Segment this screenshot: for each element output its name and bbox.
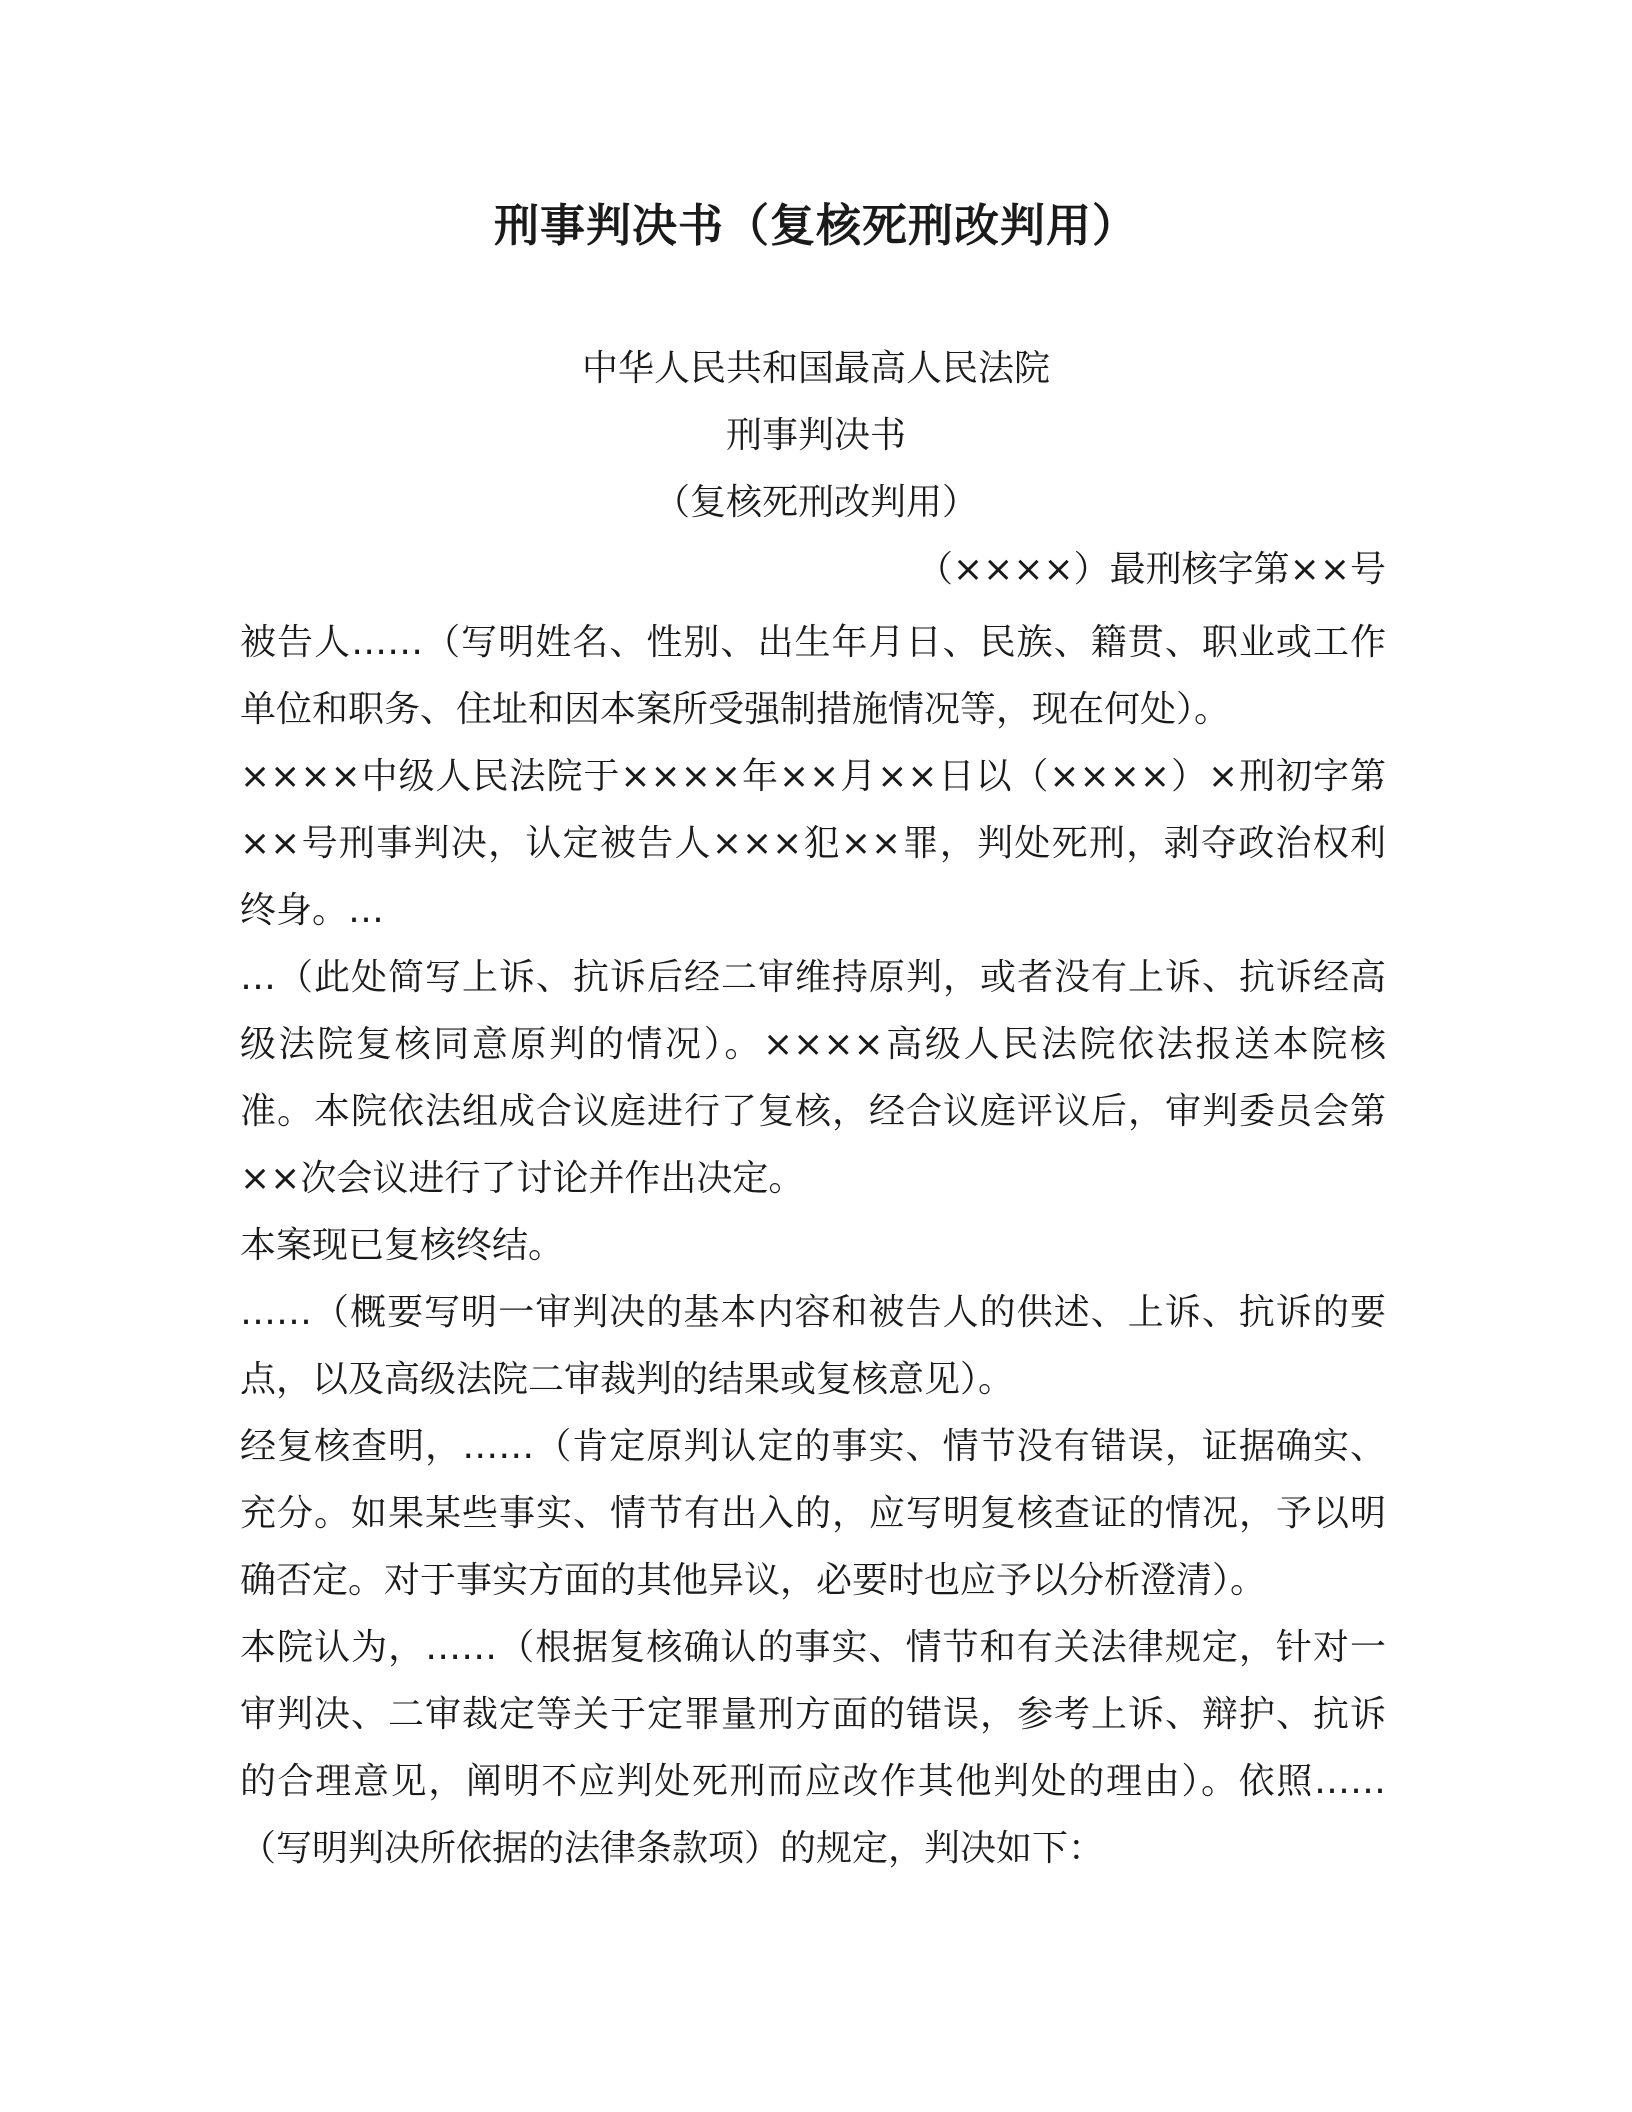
paragraph-review-procedure: …（此处简写上诉、抗诉后经二审维持原判，或者没有上诉、抗诉经高级法院复核同意原判的情况）。××××高级人民法院依法报送本院核准。本院依法组成合议庭进行了复核，经合议庭评议后，审判委员会第××次会议进行了讨论并作出决定。: [240, 957, 1386, 1199]
document-body: [240, 609, 1386, 1882]
paragraph-findings: 经复核查明，……（肯定原判认定的事实、情节没有错误，证据确实、充分。如果某些事实、情节有出入的，应写明复核查证的情况，予以明确否定。对于事实方面的其他异议，必要时也应予以分析澄清）。: [240, 1426, 1386, 1601]
paragraph-review-concluded: 本案现已复核终结。: [240, 1225, 565, 1266]
court-name: 中华人民共和国最高人民法院: [581, 348, 1050, 389]
paragraph-court-opinion: 本院认为，……（根据复核确认的事实、情节和有关法律规定，针对一审判决、二审裁定等关于定罪量刑方面的错误，参考上诉、辩护、抗诉的合理意见，阐明不应判处死刑而应改作其他判处的理由）。依照……（写明判决所依据的法律条款项）的规定，判决如下：: [240, 1627, 1386, 1869]
document-kind: （复核死刑改判用）: [653, 482, 978, 523]
paragraph-first-instance: ××××中级人民法院于××××年××月××日以（××××）×刑初字第××号刑事判决，认定被告人×××犯××罪，判处死刑，剥夺政治权利终身。…: [240, 756, 1386, 931]
paragraph-summary: ……（概要写明一审判决的基本内容和被告人的供述、上诉、抗诉的要点，以及高级法院二审裁判的结果或复核意见）。: [240, 1292, 1386, 1400]
paragraph-defendant: 被告人……（写明姓名、性别、出生年月日、民族、籍贯、职业或工作单位和职务、住址和因本案所受强制措施情况等，现在何处）。: [240, 622, 1386, 730]
document-title: 刑事判决书（复核死刑改判用）: [493, 199, 1138, 252]
document-subtitle: 刑事判决书: [725, 415, 906, 456]
case-number: （××××）最刑核字第××号: [917, 549, 1386, 590]
